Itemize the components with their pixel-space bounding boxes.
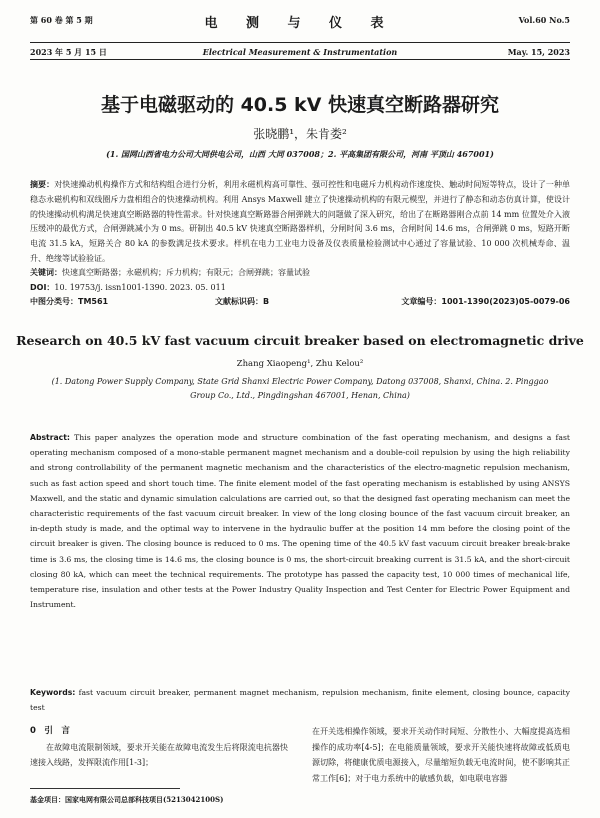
abstract-cn-text: 对快速操动机构操作方式和结构组合进行分析，利用永磁机构高可靠性、强可控性和电磁斥力机构动作速度快、触动时间短等特点，设计了一种单稳态永磁机构和双线圈斥力盘相组合的快速操动机构。利用 Ansys Maxwell 建立了快速操动机构的有限元模型，并进行了静态和动态仿真计算，使设计的快速操动机构满足快速真空断路器的特性需求。针对快速真空断路器合闸弹跳大的问题做了深入研究，给出了在断路器刚合点前 14 mm 位置处介入液压缓冲的最优方式，合闸弹跳减小为 0 ms。研制出 40.5 kV 快速真空断路器样机，分闸时间 3.6 ms，合闸时间 14.6 ms，合闸弹跳 0 ms，短路开断电流 31.5 kA，短路关合 80 kA 的参数满足技术要求。样机在电力工业电力设备及仪表质量检验测试中心通过了容量试验、10 000 次机械寿命、温升、绝缘等试验验证。 <box>30 180 570 263</box>
keywords-en <box>30 685 570 715</box>
authors-en: Zhang Xiaopeng¹, Zhu Kelou² <box>236 359 364 369</box>
abstract-en-text: This paper analyzes the operation mode and structure combination of the fast operating mechanism, and designs a fast operating mechanism composed of a mono-stable permanent magnet mechanism and a double-coil repulsion by using the high reliability and strong controllability of the permanent magnetic mechanism and the characteristics of the electro-magnetic repulsion mechanism, such as fast action speed and short touch time. The finite element model of the fast operating mechanism is established by using ANSYS Maxwell, and the static and dynamic simulation calculations are carried out, so that the designed fast operating mechanism can meet the characteristic requirements of the fast vacuum circuit breaker. In view of the long closing bounce of the fast vacuum circuit breaker, an in-depth study is made, and the optimal way to intervene in the hydraulic buffer at the position 14 mm before the closing point of the circuit breaker is given. The closing bounce is reduced to 0 ms. The opening time of the 40.5 kV fast vacuum circuit breaker break-brake time is 3.6 ms, the closing time is 14.6 ms, the closing bounce is 0 ms, the short-circuit breaking current is 31.5 kA, and the short-circuit closing 80 kA, which can meet the technical requirements. The prototype has passed the capacity test, 10 000 times of mechanical life, temperature rise, insulation and other tests at the Power Industry Quality Inspection and Test Center for Electric Power Equipment and Instrument. <box>30 433 570 610</box>
keywords-en-label: Keywords: <box>30 688 76 697</box>
doi-value[interactable]: 10. 19753/j. issn1001-1390. 2023. 05. 011 <box>54 283 226 292</box>
doi-label: DOI： <box>30 283 55 292</box>
abstract-cn <box>30 178 570 267</box>
doi <box>30 281 570 296</box>
title-en: Research on 40.5 kV fast vacuum circuit breaker based on electromagnetic drive <box>16 333 584 348</box>
journal-volume-en: Vol.60 No.5 <box>518 15 570 25</box>
journal-volume: 第 60 卷 第 5 期 <box>30 15 93 25</box>
clc-number: 中图分类号：TM561 <box>30 297 109 306</box>
body-column-right <box>312 724 570 786</box>
footnote-rule <box>30 788 180 789</box>
journal-name-cn: 电 测 与 仪 表 <box>204 16 396 31</box>
body-paragraph-left: 在故障电流限制领域，要求开关能在故障电流发生后将限流电抗器快速接入线路，发挥限流作用[1-3]； <box>30 742 288 767</box>
running-header <box>30 10 570 57</box>
abstract-en-label: Abstract: <box>30 433 70 442</box>
article-number: 文章编号：1001-1390(2023)05-0079-06 <box>401 297 570 306</box>
affiliation-cn: (1. 国网山西省电力公司大同供电公司，山西 大同 037008；2. 平高集团有限公司，河南 平顶山 467001) <box>106 149 494 159</box>
abstract-en <box>30 430 570 612</box>
issue-date-cn: 2023 年 5 月 15 日 <box>30 47 107 57</box>
journal-name-en: Electrical Measurement & Instrumentation <box>202 47 398 57</box>
issue-date-en: May. 15, 2023 <box>507 47 570 57</box>
header-rule-top <box>30 42 570 43</box>
classification-line <box>30 296 570 310</box>
section-heading: 0 引 言 <box>30 726 70 736</box>
header-rule-bottom <box>30 59 570 60</box>
abstract-cn-label: 摘要： <box>30 180 55 189</box>
authors-cn: 张晓鹏¹，朱肯娄² <box>253 127 347 141</box>
keywords-en-text: fast vacuum circuit breaker, permanent magnet mechanism, repulsion mechanism, finite element, closing bounce, capacity test <box>30 688 570 713</box>
keywords-cn-label: 关键词： <box>30 268 62 277</box>
funding-footnote: 基金项目：国家电网有限公司总部科技项目(5213042100S) <box>30 795 224 804</box>
keywords-cn <box>30 266 570 281</box>
body-paragraph-right: 在开关选相操作领域，要求开关动作时间短、分散性小、大幅度提高选相操作的成功率[4-5]；在电能质量领域，要求开关能快速将故障或低质电源切除，将健康优质电源接入，尽量缩短负载无电流时间，使不影响其正常工作[6]；对于电力系统中的敏感负载，如电联电容器 <box>312 727 570 783</box>
title-cn: 基于电磁驱动的 40.5 kV 快速真空断路器研究 <box>100 94 500 116</box>
document-code: 文献标识码：B <box>215 297 270 306</box>
body-column-left <box>30 724 288 771</box>
affiliation-en: (1. Datong Power Supply Company, State Grid Shanxi Electric Power Company, Datong 037008, Shanxi, China. 2. Pinggao Group Co., Ltd., Pingdingshan 467001, Henan, China) <box>51 377 549 400</box>
keywords-cn-text: 快速真空断路器；永磁机构；斥力机构；有限元；合闸弹跳；容量试验 <box>62 268 310 277</box>
